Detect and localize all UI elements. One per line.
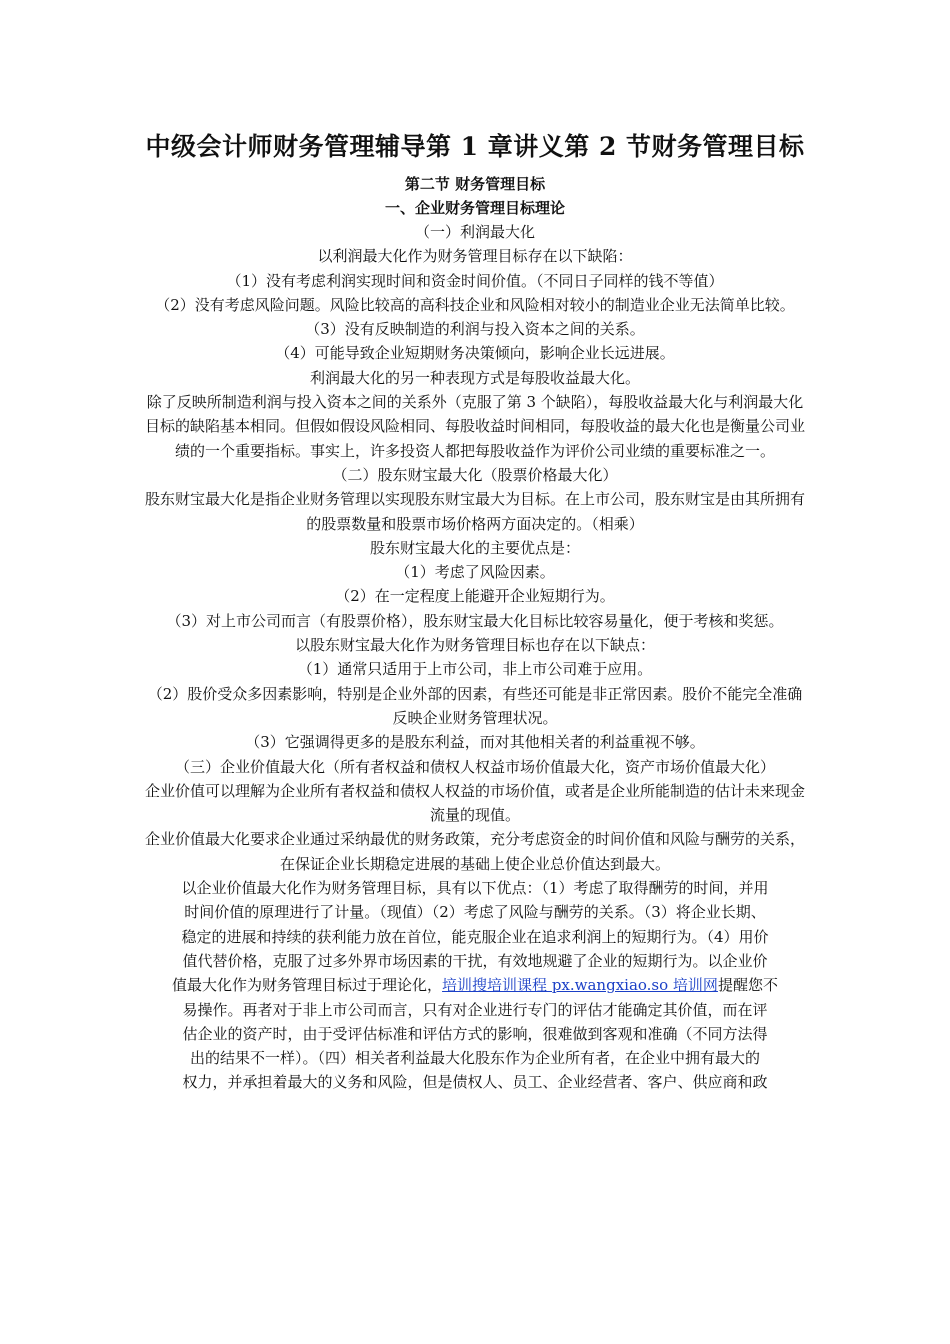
paragraph: （2）在一定程度上能避开企业短期行为。	[335, 587, 615, 606]
text-line: 时间价值的原理进行了计量。（现值）（2）考虑了风险与酬劳的关系。（3）将企业长期、	[184, 903, 766, 922]
section-heading: 第二节 财务管理目标	[404, 175, 546, 193]
paragraph: （3）对上市公司而言（有股票价格），股东财宝最大化目标比较容易量化，便于考核和奖惩。	[166, 611, 784, 630]
text-line: 权力，并承担着最大的义务和风险，但是债权人、员工、企业经营者、客户、供应商和政	[182, 1073, 768, 1092]
text-line: 以企业价值最大化作为财务管理目标，具有以下优点：（1）考虑了取得酬劳的时间，并用	[181, 879, 769, 898]
paragraph: 以利润最大化作为财务管理目标存在以下缺陷：	[317, 247, 633, 266]
text-line: 出的结果不一样）。（四）相关者利益最大化股东作为企业所有者，在企业中拥有最大的	[189, 1049, 760, 1068]
text-line: 值代替价格，克服了过多外界市场因素的干扰，有效地规避了企业的短期行为。以企业价	[182, 951, 768, 970]
document-title: 中级会计师财务管理辅导第 1 章讲义第 2 节财务管理目标	[145, 132, 805, 161]
paragraph: 企业价值最大化要求企业通过采纳最优的财务政策，充分考虑资金的时间价值和风险与酬劳的关系，在保证企业长期稳定进展的基础上使企业总价值达到最大。	[144, 830, 805, 873]
paragraph: （4）可能导致企业短期财务决策倾向，影响企业长远进展。	[275, 344, 675, 363]
subheading-enterprise-value: （三）企业价值最大化（所有者权益和债权人权益市场价值最大化，资产市场价值最大化）	[174, 757, 775, 776]
text-line: 易操作。再者对于非上市公司而言，只有对企业进行专门的评估才能确定其价值，而在评	[182, 1000, 768, 1019]
paragraph: （1）没有考虑利润实现时间和资金时间价值。（不同日子同样的钱不等值）	[226, 271, 724, 290]
text-line-with-link	[143, 973, 807, 997]
paragraph: 除了反映所制造利润与投入资本之间的关系外（克服了第 3 个缺陷），每股收益最大化与利润最大化目标的缺陷基本相同。但假如假设风险相同、每股收益时间相同，每股收益的最大化也是衡量公司业绩的一个重要指标。事实上，许多投资人都把每股收益作为评价公司业绩的重要标准之一。	[144, 393, 805, 460]
text-fragment: 提醒您不	[717, 976, 778, 995]
body-text	[143, 220, 807, 1095]
paragraph: 利润最大化的另一种表现方式是每股收益最大化。	[309, 368, 640, 387]
final-paragraph	[143, 876, 807, 1095]
paragraph: （3）它强调得更多的是股东利益，而对其他相关者的利益重视不够。	[245, 733, 705, 752]
subheading-shareholder-wealth: （二）股东财宝最大化（股票价格最大化）	[332, 465, 618, 484]
paragraph: 以股东财宝最大化作为财务管理目标也存在以下缺点：	[294, 636, 655, 655]
paragraph: （2）没有考虑风险问题。风险比较高的高科技企业和风险相对较小的制造业企业无法简单比较。	[155, 295, 795, 314]
training-site-link[interactable]: 培训搜培训课程 px.wangxiao.so 培训网	[442, 976, 718, 995]
paragraph: 股东财宝最大化是指企业财务管理以实现股东财宝最大为目标。在上市公司，股东财宝是由其所拥有的股票数量和股票市场价格两方面决定的。（相乘）	[144, 490, 805, 533]
subsection-heading: 一、企业财务管理目标理论	[384, 199, 565, 217]
paragraph: 股东财宝最大化的主要优点是：	[369, 538, 580, 557]
paragraph: （1）考虑了风险因素。	[395, 563, 555, 582]
text-line: 稳定的进展和持续的获利能力放在首位，能克服企业在追求利润上的短期行为。（4）用价	[181, 927, 769, 946]
paragraph: （2）股价受众多因素影响，特别是企业外部的因素，有些还可能是非正常因素。股价不能完全准确反映企业财务管理状况。	[147, 684, 803, 727]
paragraph: 企业价值可以理解为企业所有者权益和债权人权益的市场价值，或者是企业所能制造的估计未来现金流量的现值。	[144, 781, 805, 825]
subheading-profit-max: （一）利润最大化	[414, 223, 535, 241]
text-line: 估企业的资产时，由于受评估标准和评估方式的影响，很难做到客观和准确（不同方法得	[182, 1024, 768, 1043]
paragraph: （1）通常只适用于上市公司，非上市公司难于应用。	[297, 660, 653, 679]
text-fragment: 值最大化作为财务管理目标过于理论化，	[172, 976, 443, 995]
document-page	[143, 130, 807, 1095]
paragraph: （3）没有反映制造的利润与投入资本之间的关系。	[305, 320, 645, 339]
